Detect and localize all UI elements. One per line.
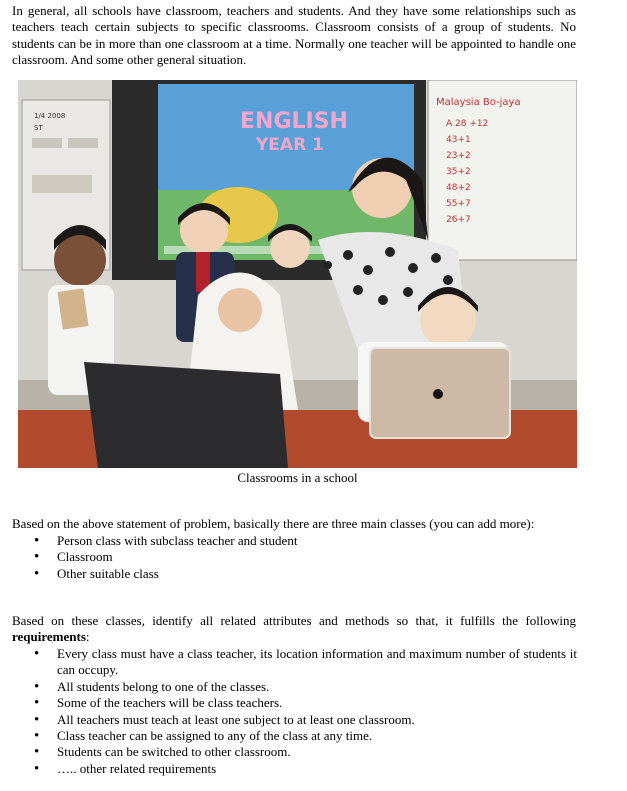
list-item: • Classroom — [34, 549, 574, 565]
right-whiteboard — [428, 80, 577, 260]
board-title-2: YEAR 1 — [256, 135, 324, 155]
requirements-label: requirements — [12, 629, 86, 645]
list-item: • Every class must have a class teacher, its location information and maximum number of students it can occupy. — [34, 646, 577, 679]
board-title-1: ENGLISH — [240, 109, 348, 134]
list-item: • ….. other related requirements — [34, 761, 577, 777]
problem-intro: Based on the above statement of problem, basically there are three main classes (you can add more): — [12, 516, 535, 531]
whiteboard-line: 43+1 — [446, 135, 471, 145]
left-board-line-2: ST — [34, 124, 43, 132]
whiteboard-line: 26+7 — [446, 215, 471, 225]
list-item: • Students can be switched to other classroom. — [34, 744, 577, 760]
whiteboard-heading: Malaysia Bo-jaya — [436, 97, 521, 108]
classroom-photo — [18, 80, 577, 468]
list-item: • All teachers must teach at least one subject to at least one classroom. — [34, 712, 577, 728]
requirements-intro: Based on these classes, identify all related attributes and methods so that, it fulfills the following requirements: — [12, 613, 576, 645]
whiteboard-line: 35+2 — [446, 167, 471, 177]
classes-list — [34, 533, 574, 582]
list-item: • Person class with subclass teacher and student — [34, 533, 574, 549]
whiteboard-line: 48+2 — [446, 183, 471, 193]
whiteboard-line: A 28 +12 — [446, 119, 489, 129]
photo-caption: Classrooms in a school — [237, 470, 358, 485]
whiteboard-line: 23+2 — [446, 151, 471, 161]
list-item: • All students belong to one of the classes. — [34, 679, 577, 695]
intro-paragraph: In general, all schools have classroom, teachers and students. And they have some relationships such as teachers teach certain subjects to specific classrooms. Classroom consists of a group of students. No students can be in more than one classroom at a time. Normally one teacher will be appointed to handle one classroom. And some other general situation. — [12, 3, 576, 68]
requirements-list — [34, 646, 577, 777]
left-board-line-1: 1/4 2008 — [34, 112, 66, 120]
list-item: • Other suitable class — [34, 566, 574, 582]
list-item: • Class teacher can be assigned to any of the class at any time. — [34, 728, 577, 744]
whiteboard-line: 55+7 — [446, 199, 471, 209]
list-item: • Some of the teachers will be class teachers. — [34, 695, 577, 711]
